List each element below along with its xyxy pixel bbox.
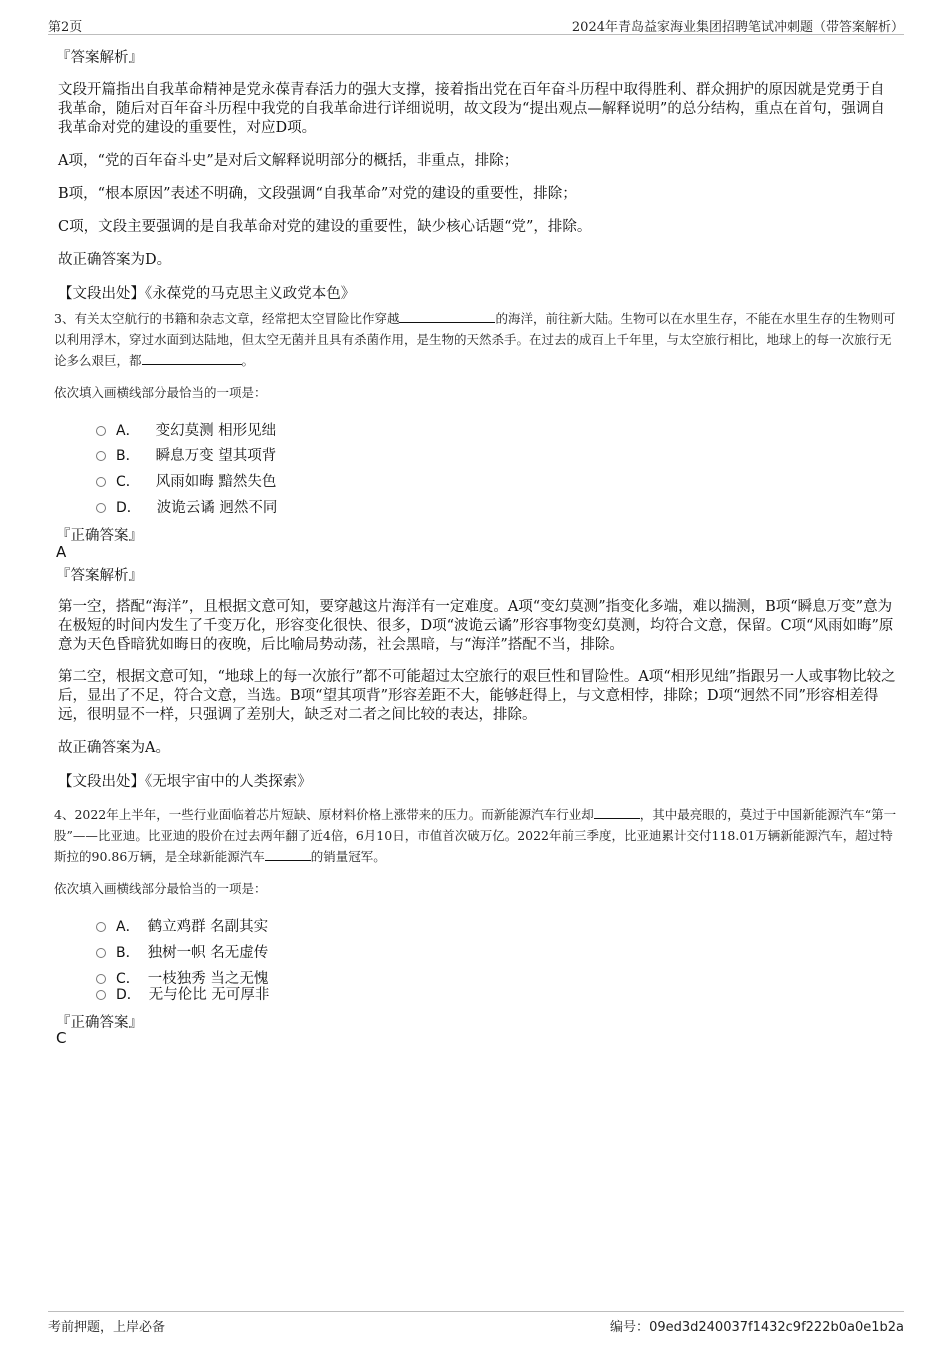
option-text: 独树一帜 名无虚传 bbox=[147, 945, 269, 961]
page-footer bbox=[48, 1311, 904, 1334]
option-key: B． bbox=[116, 944, 140, 961]
q3-option-b[interactable] bbox=[96, 444, 276, 465]
q3-blank-1 bbox=[399, 310, 495, 323]
option-key: D． bbox=[116, 986, 141, 1003]
radio-icon[interactable] bbox=[96, 451, 106, 461]
q4-option-b[interactable] bbox=[96, 941, 268, 962]
page-number: 第2页 bbox=[48, 20, 83, 35]
q2-analysis-heading: 『答案解析』 bbox=[56, 50, 143, 66]
radio-icon[interactable] bbox=[96, 477, 106, 487]
q3-conclusion: 故正确答案为A。 bbox=[58, 740, 170, 756]
q3-option-d[interactable] bbox=[96, 496, 277, 517]
q2-source: 【文段出处】《永葆党的马克思主义政党本色》 bbox=[58, 286, 356, 302]
q4-stem-part1: 4、2022年上半年，一些行业面临着芯片短缺、原材料价格上涨带来的压力。而新能源汽车行业却 bbox=[54, 807, 594, 822]
q4-stem bbox=[54, 804, 900, 867]
radio-icon[interactable] bbox=[96, 922, 106, 932]
q3-analysis-paragraph-2: 第二空，根据文意可知，“地球上的每一次旅行”都不可能超过太空旅行的艰巨性和冒险性。A项“相形见绌”指跟另一人或事物比较之后，显出了不足，符合文意，当选。B项“望其项背”形容差距不大，能够赶得上，与文意相悖，排除；D项“迥然不同”形容相差得远，很明显不一样，只强调了差别大，缺乏对二者之间比较的表达，排除。 bbox=[58, 669, 896, 723]
footer-slogan: 考前押题，上岸必备 bbox=[48, 1320, 166, 1335]
page-header bbox=[48, 14, 904, 35]
q3-answer: A bbox=[56, 543, 67, 561]
q4-stem-part2: ，其中最亮眼的，莫过于中国新能源汽车“第一股”——比亚迪。比亚迪的股价在过去两年翻了近4倍，6月10日，市值首次破万亿。2022年前三季度，比亚迪累计交付118.01万辆新能源汽车，超过特斯拉的90.86万辆，是全球新能源汽车 bbox=[54, 807, 897, 864]
radio-icon[interactable] bbox=[96, 948, 106, 958]
q3-stem-part1: 3、有关太空航行的书籍和杂志文章，经常把太空冒险比作穿越 bbox=[54, 311, 400, 326]
option-text: 无与伦比 无可厚非 bbox=[148, 987, 270, 1003]
option-key: A． bbox=[116, 918, 140, 935]
q3-source: 【文段出处】《无垠宇宙中的人类探索》 bbox=[58, 774, 312, 790]
q4-stem-part3: 的销量冠军。 bbox=[310, 849, 386, 864]
q2-analysis-option-a: A项，“党的百年奋斗史”是对后文解释说明部分的概括，非重点，排除； bbox=[58, 153, 519, 169]
document-title: 2024年青岛益家海业集团招聘笔试冲刺题（带答案解析） bbox=[571, 20, 904, 35]
q4-prompt: 依次填入画横线部分最恰当的一项是： bbox=[54, 881, 267, 896]
option-text: 瞬息万变 望其项背 bbox=[155, 448, 277, 464]
option-key: B． bbox=[116, 447, 140, 464]
q4-answer: C bbox=[56, 1029, 67, 1047]
q3-blank-2 bbox=[142, 352, 242, 365]
option-text: 风雨如晦 黯然失色 bbox=[155, 474, 277, 490]
q3-option-c[interactable] bbox=[96, 470, 276, 491]
radio-icon[interactable] bbox=[96, 503, 106, 513]
q4-blank-2 bbox=[265, 848, 311, 861]
option-key: D． bbox=[116, 499, 141, 516]
q3-prompt: 依次填入画横线部分最恰当的一项是： bbox=[54, 385, 267, 400]
q4-answer-heading: 『正确答案』 bbox=[56, 1015, 143, 1031]
document-id-value: 09ed3d240037f1432c9f222b0a0e1b2a bbox=[649, 1320, 904, 1335]
document-id-label: 编号： bbox=[610, 1320, 650, 1335]
document-id bbox=[610, 1316, 904, 1335]
q4-option-a[interactable] bbox=[96, 915, 268, 936]
q3-option-a[interactable] bbox=[96, 419, 276, 440]
q2-analysis-paragraph: 文段开篇指出自我革命精神是党永葆青春活力的强大支撑，接着指出党在百年奋斗历程中取得胜利、群众拥护的原因就是党勇于自我革命，随后对百年奋斗历程中我党的自我革命进行详细说明，故文段为“提出观点—解释说明”的总分结构，重点在首句，强调自我革命对党的建设的重要性，对应D项。 bbox=[58, 82, 885, 136]
q2-analysis-option-b: B项，“根本原因”表述不明确，文段强调“自我革命”对党的建设的重要性，排除； bbox=[58, 186, 577, 202]
q3-analysis-paragraph-1: 第一空，搭配“海洋”，且根据文意可知，要穿越这片海洋有一定难度。A项“变幻莫测”指变化多端，难以揣测，B项“瞬息万变”意为在极短的时间内发生了千变万化，形容变化很快、很多，D项“波诡云谲”形容事物变幻莫测，均符合文意，保留。C项“风雨如晦”原意为天色昏暗犹如晦日的夜晚，后比喻局势动荡，社会黑暗，与“海洋”搭配不当，排除。 bbox=[58, 599, 894, 653]
q3-answer-heading: 『正确答案』 bbox=[56, 528, 143, 544]
q3-stem-part2: 的海洋，前往新大陆。生物可以在水里生存，不能在水里生存的生物则可以利用浮木，穿过水面到达陆地，但太空无菌并且具有杀菌作用，是生物的天然杀手。在过去的成百上千年里，与太空旅行相比，地球上的每一次旅行无论多么艰巨，都 bbox=[54, 311, 896, 368]
q2-analysis-option-c: C项，文段主要强调的是自我革命对党的建设的重要性，缺少核心话题“党”，排除。 bbox=[58, 219, 592, 235]
q3-analysis-heading: 『答案解析』 bbox=[56, 568, 143, 584]
q4-option-d[interactable] bbox=[96, 983, 269, 1004]
option-key: C． bbox=[116, 970, 140, 987]
option-text: 波诡云谲 迥然不同 bbox=[156, 500, 278, 516]
radio-icon[interactable] bbox=[96, 426, 106, 436]
q2-conclusion: 故正确答案为D。 bbox=[58, 252, 172, 268]
q3-stem-part3: 。 bbox=[241, 353, 255, 368]
option-key: A． bbox=[116, 422, 140, 439]
radio-icon[interactable] bbox=[96, 990, 106, 1000]
option-key: C． bbox=[116, 473, 140, 490]
option-text: 鹤立鸡群 名副其实 bbox=[147, 919, 269, 935]
q3-stem bbox=[54, 308, 900, 371]
option-text: 一枝独秀 当之无愧 bbox=[147, 971, 269, 987]
q4-blank-1 bbox=[594, 806, 640, 819]
option-text: 变幻莫测 相形见绌 bbox=[155, 423, 277, 439]
